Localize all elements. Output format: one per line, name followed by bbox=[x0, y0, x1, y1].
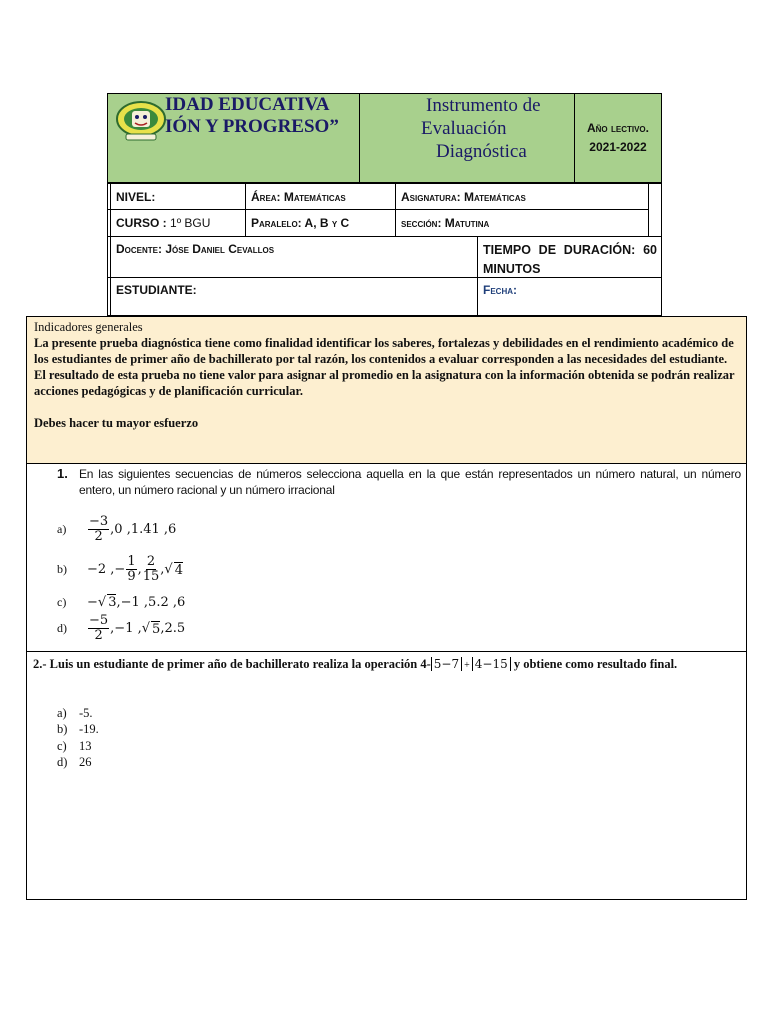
school-crest-logo bbox=[114, 94, 168, 148]
question-1-number: 1. bbox=[57, 466, 68, 481]
col-line bbox=[648, 183, 649, 236]
question-2-text bbox=[33, 655, 738, 675]
option-letter: a) bbox=[57, 706, 67, 720]
curso-cell bbox=[112, 212, 214, 234]
option-b-prefix: −2 ,− bbox=[87, 562, 126, 577]
denominator: 15 bbox=[142, 569, 160, 584]
school-name bbox=[165, 94, 355, 138]
q2-option-c[interactable] bbox=[57, 738, 92, 755]
option-letter: a) bbox=[57, 522, 67, 536]
numerator: −5 bbox=[89, 613, 109, 628]
option-d-mid: ,−1 , bbox=[110, 621, 142, 636]
spacer bbox=[34, 399, 739, 415]
curso-label: CURSO : bbox=[116, 216, 167, 230]
numerator: 2 bbox=[146, 554, 156, 569]
absolute-value-1: 5−7 bbox=[431, 657, 462, 671]
option-letter: d) bbox=[57, 755, 68, 769]
absolute-value-2: 4−15 bbox=[472, 657, 511, 671]
instrument-title-line-1: Instrumento de bbox=[426, 95, 541, 116]
option-d-expression bbox=[87, 614, 185, 643]
numerator: 1 bbox=[127, 554, 136, 569]
tiempo-label: TIEMPO DE DURACIÓN: 60 MINUTOS bbox=[483, 243, 657, 276]
option-d-rest: ,2.5 bbox=[160, 621, 186, 636]
sqrt-sign: √ bbox=[141, 621, 151, 636]
q2-option-b[interactable] bbox=[57, 721, 99, 738]
denominator: 9 bbox=[127, 569, 136, 584]
option-letter: d) bbox=[57, 621, 67, 635]
radicand: 5 bbox=[152, 621, 161, 637]
nivel-cell bbox=[112, 186, 159, 208]
year-label: Año lectivo. bbox=[586, 120, 649, 135]
curso-value: 1º BGU bbox=[170, 216, 211, 230]
fecha-label: Fecha: bbox=[483, 283, 517, 297]
option-b-expression bbox=[87, 555, 183, 584]
asignatura-label: Asignatura: bbox=[401, 190, 461, 204]
year-value: 2021-2022 bbox=[589, 139, 647, 154]
q2-option-a[interactable] bbox=[57, 705, 93, 722]
option-value: -19. bbox=[79, 722, 99, 736]
row-line bbox=[107, 236, 662, 237]
plus-sign: + bbox=[464, 660, 470, 671]
option-value: -5. bbox=[79, 706, 93, 720]
question-2-text-post: y obtiene como resultado final. bbox=[513, 657, 678, 671]
area-label: Área: bbox=[251, 190, 281, 204]
fraction bbox=[88, 515, 109, 544]
option-letter: b) bbox=[57, 562, 67, 576]
asignatura-cell bbox=[397, 186, 530, 208]
instrument-title bbox=[360, 94, 574, 163]
question-1 bbox=[26, 463, 747, 652]
radicand: 4 bbox=[174, 562, 183, 578]
instrument-title-line-3: Diagnóstica bbox=[436, 141, 527, 162]
denominator: 2 bbox=[94, 628, 103, 643]
indicators-title: Indicadores generales bbox=[34, 320, 143, 334]
seccion-cell bbox=[397, 212, 493, 234]
left-double-line bbox=[110, 183, 111, 316]
area-cell bbox=[247, 186, 350, 208]
q1-option-a[interactable] bbox=[57, 515, 176, 544]
seccion-value: Matutina bbox=[444, 216, 490, 230]
row-line bbox=[107, 209, 649, 210]
option-value: 26 bbox=[79, 755, 92, 769]
instrument-title-line-2: Evaluación bbox=[421, 118, 507, 139]
option-a-expression bbox=[87, 515, 176, 544]
fraction bbox=[126, 555, 136, 584]
fraction bbox=[88, 614, 109, 643]
col-line bbox=[245, 183, 246, 236]
indicators-paragraph-3: Debes hacer tu mayor esfuerzo bbox=[34, 416, 199, 430]
estudiante-label: ESTUDIANTE: bbox=[116, 283, 197, 297]
q2-option-d[interactable] bbox=[57, 754, 92, 771]
question-2 bbox=[26, 651, 747, 900]
option-letter: b) bbox=[57, 722, 68, 736]
asignatura-value: Matemáticas bbox=[463, 190, 526, 204]
paralelo-label: Paralelo: A, B y C bbox=[251, 216, 350, 230]
q1-option-c[interactable] bbox=[57, 594, 185, 610]
indicators-paragraph-2: El resultado de esta prueba no tiene valor para asignar al promedio en la asignatura con la información obtenida se podrán realizar acciones pedagógicas y de planificación curricular. bbox=[34, 368, 735, 398]
indicators-paragraph-1: La presente prueba diagnóstica tiene como finalidad identificar los saberes, fortalezas y debilidades en el rendimiento académico de los estudiantes de primer año de bachillerato por tal razón, los contenidos a evaluar corresponden a las necesidades del estudiante. bbox=[34, 336, 734, 366]
col-line bbox=[477, 236, 478, 316]
option-letter: c) bbox=[57, 594, 67, 609]
general-indicators bbox=[26, 316, 747, 464]
comma: ,√ bbox=[160, 562, 173, 577]
col-line bbox=[395, 183, 396, 236]
school-name-line-2: IÓN Y PROGRESO” bbox=[165, 116, 339, 137]
school-name-line-1: IDAD EDUCATIVA bbox=[165, 94, 330, 115]
question-1-text: En las siguientes secuencias de números selecciona aquella en la que están representados un número natural, un número entero, un número racional y un número irracional bbox=[79, 467, 741, 497]
estudiante-cell bbox=[112, 279, 201, 301]
comma: , bbox=[137, 562, 142, 577]
seccion-label: sección: bbox=[401, 216, 442, 230]
school-year bbox=[574, 93, 662, 182]
sqrt-sign: √ bbox=[97, 594, 107, 610]
docente-label: Docente: Jóse Daniel Cevallos bbox=[116, 242, 275, 256]
q1-option-b[interactable] bbox=[57, 555, 183, 584]
denominator: 2 bbox=[94, 529, 103, 544]
option-value: 13 bbox=[79, 739, 92, 753]
area-value: Matemáticas bbox=[283, 190, 346, 204]
docente-cell bbox=[112, 238, 278, 260]
question-2-text-pre: 2.- Luis un estudiante de primer año de bachillerato realiza la operación 4- bbox=[33, 657, 431, 671]
radicand: 3 bbox=[108, 595, 117, 610]
q1-option-d[interactable] bbox=[57, 614, 185, 643]
fraction bbox=[143, 555, 160, 584]
option-c-prefix: − bbox=[87, 594, 98, 610]
paralelo-cell bbox=[247, 212, 353, 234]
option-a-rest: ,0 ,1.41 ,6 bbox=[110, 522, 177, 537]
option-c-rest: ,−1 ,5.2 ,6 bbox=[116, 594, 186, 610]
tiempo-cell bbox=[479, 238, 661, 282]
option-letter: c) bbox=[57, 739, 67, 753]
option-c-expression bbox=[87, 594, 185, 610]
numerator: −3 bbox=[89, 514, 109, 529]
fecha-cell bbox=[479, 279, 521, 301]
nivel-label: NIVEL: bbox=[116, 190, 156, 204]
